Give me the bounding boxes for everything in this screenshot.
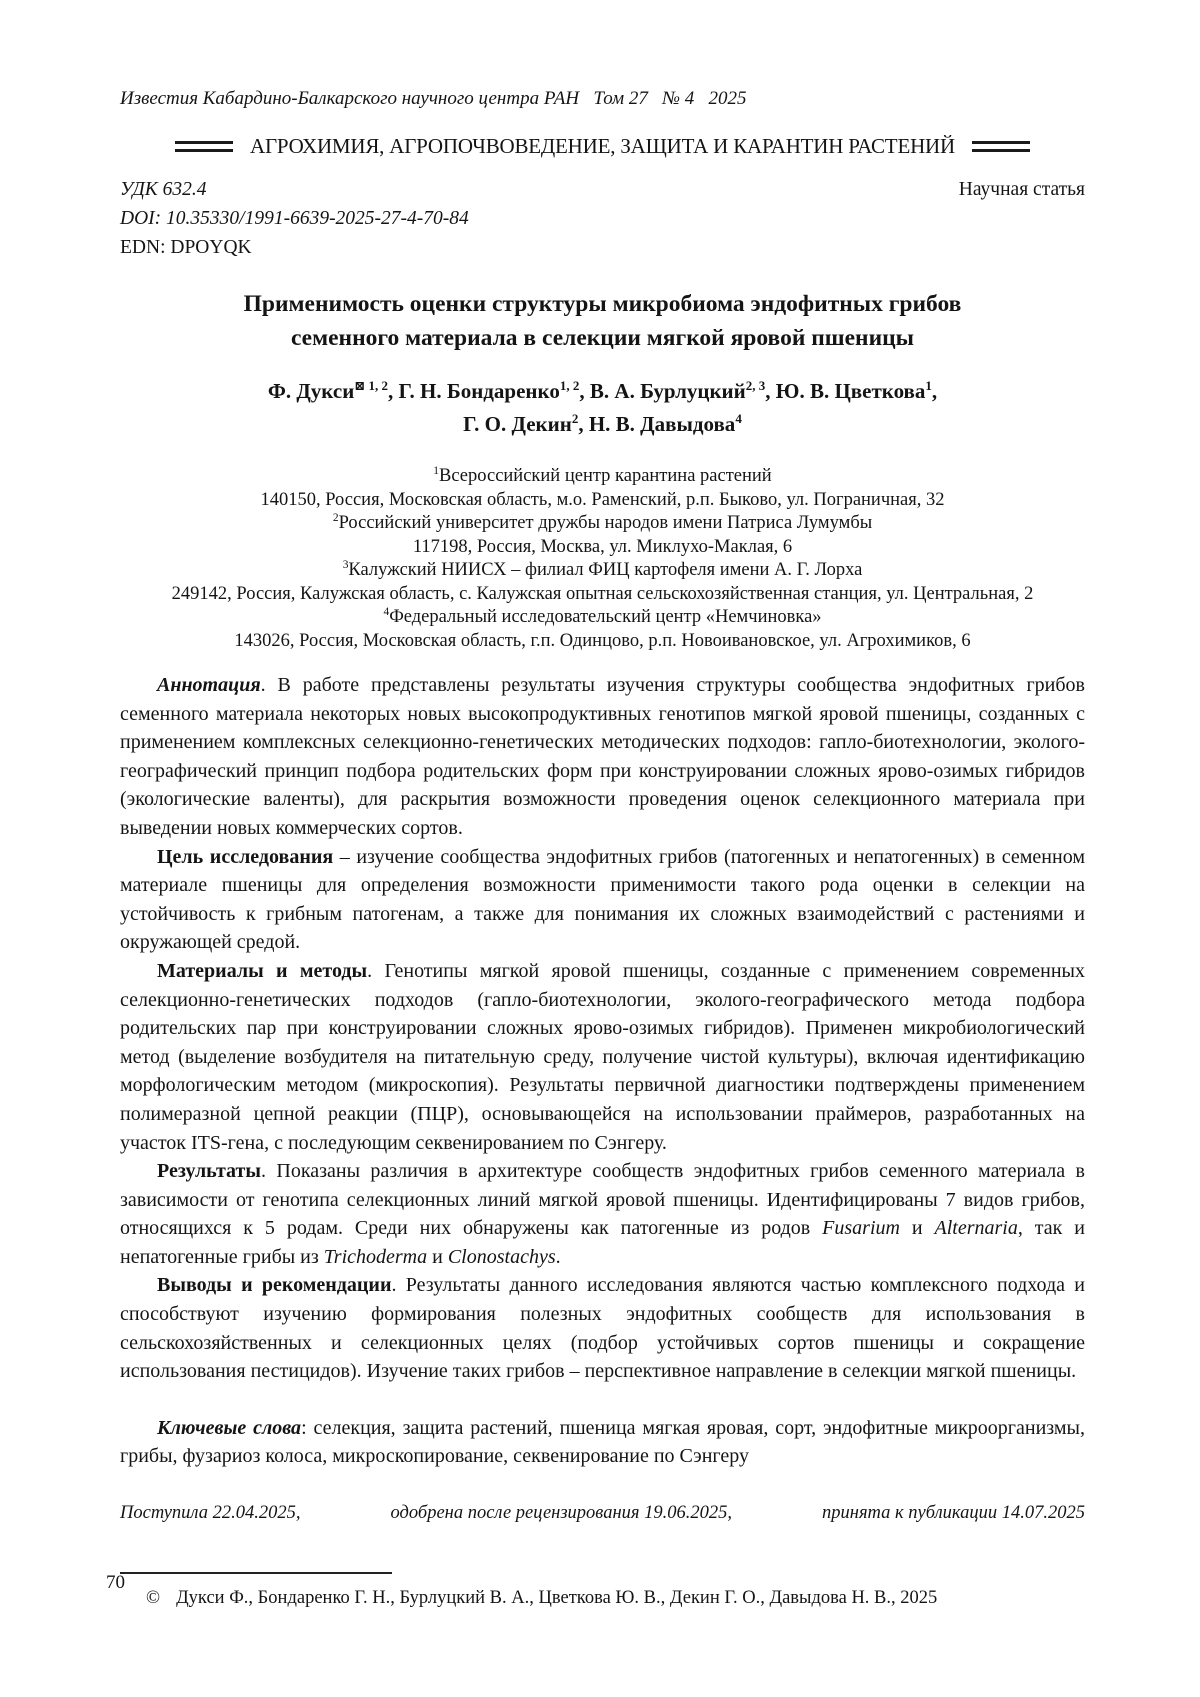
text-segment: . Показаны различия в архитектуре сообществ эндофитных грибов семенного материала в зависимости от генотипа селекционных линий мягкой яровой пшеницы. Идентифицированы 7 видов грибов, относящихся к 5 родам. Среди них обнаружены как патогенные из родов (120, 1160, 1085, 1240)
author-line (120, 408, 1085, 441)
affiliation-sup: 1 (433, 464, 440, 477)
text-segment: Trichoderma (323, 1245, 428, 1268)
affiliation-text: 143026, Россия, Московская область, г.п. Одинцово, р.п. Новоивановское, ул. Агрохимиков, 6 (234, 630, 971, 651)
affiliation-sup: 2 (332, 511, 339, 524)
page-number: 70 (106, 1572, 125, 1593)
abstract-paragraph (120, 1157, 1085, 1271)
affiliation-sup: 3 (342, 558, 349, 571)
article-title-line2: семенного материала в селекции мягкой яровой пшеницы (290, 325, 915, 351)
banner-left-double-rule (175, 141, 233, 152)
copyright-text: Дукси Ф., Бондаренко Г. Н., Бурлуцкий В. А., Цветкова Ю. В., Декин Г. О., Давыдова Н. В., 2025 (176, 1588, 938, 1609)
copyright-line (146, 1588, 1085, 1609)
udc-code: УДК 632.4 (120, 179, 207, 200)
author-name: В. А. Бурлуцкий (589, 379, 746, 403)
text-segment: и (427, 1245, 448, 1268)
affiliation-text: Калужский НИИСХ – филиал ФИЦ картофеля имени А. Г. Лорха (348, 560, 863, 580)
affiliation-text: Российский университет дружбы народов имени Патриса Лумумбы (338, 513, 873, 533)
abstract-block (120, 671, 1085, 1386)
affiliations-block (120, 465, 1085, 653)
date-segment: одобрена после рецензирования 19.06.2025, (390, 1503, 732, 1524)
author-affiliation-sup: 1 (925, 378, 932, 393)
author-affiliation-sup: 2, 3 (745, 378, 766, 393)
meta-row (120, 179, 1085, 201)
affiliation-line (120, 559, 1085, 583)
text-segment: . Генотипы мягкой яровой пшеницы, созданные с применением современных селекционно-генетических подходов (гапло-биотехнологии, эколого-географического метода подбора родительских пар при конструировании сложных ярово-озимых гибридов). Применен микробиологический метод (выделение возбудителя на питательную среду, получение чистой культуры), включая идентификацию морфологическим методом (микроскопия). Результаты первичной диагностики подтверждены применением полимеразной цепной реакции (ПЦР), основывающейся на использовании праймеров, разработанных на участок ITS-гена, с последующим секвенированием по Сэнгеру. (120, 959, 1085, 1154)
keywords-paragraph (120, 1414, 1085, 1471)
text-segment: Ключевые слова (157, 1416, 302, 1439)
affiliation-line (120, 536, 1085, 560)
affiliation-text: Федеральный исследовательский центр «Немчиновка» (389, 607, 822, 627)
affiliation-line (120, 630, 1085, 654)
section-banner-title: АГРОХИМИЯ, АГРОПОЧВОВЕДЕНИЕ, ЗАЩИТА И КАРАНТИН РАСТЕНИЙ (250, 134, 955, 158)
text-segment: , так и непатогенные грибы из (120, 1217, 1086, 1268)
text-segment: . (555, 1245, 561, 1268)
affiliation-line (120, 583, 1085, 607)
author-affiliation-sup: 1, 2 (559, 378, 580, 393)
author-affiliation-sup: 1, 2 (368, 378, 388, 393)
date-segment: принята к публикации 14.07.2025 (822, 1503, 1085, 1524)
author-separator: , (931, 379, 938, 403)
section-banner (120, 134, 1085, 159)
text-segment: Clonostachys (447, 1245, 556, 1268)
abstract-paragraph (120, 957, 1085, 1157)
author-separator: , (765, 379, 776, 403)
affiliation-line (120, 489, 1085, 513)
text-segment: Материалы и методы (157, 959, 368, 982)
text-segment: Цель исследования (157, 845, 334, 868)
article-title-line1: Применимость оценки структуры микробиома эндофитных грибов (243, 291, 962, 317)
affiliation-text: 249142, Россия, Калужская область, с. Калужская опытная сельскохозяйственная станция, ул. Центральная, 2 (171, 583, 1034, 604)
text-segment: Аннотация (157, 674, 261, 696)
affiliation-line (120, 606, 1085, 630)
journal-header: Известия Кабардино-Балкарского научного центра РАН Том 27 № 4 2025 (120, 88, 747, 109)
text-segment: Результаты (157, 1160, 261, 1183)
text-segment: Fusarium (822, 1217, 900, 1240)
text-segment: . В работе представлены результаты изучения структуры сообщества эндофитных грибов семенного материала некоторых новых высокопродуктивных генотипов мягкой яровой пшеницы, созданных с применением комплексных селекционно-генетических методических подходов: гапло-биотехнологии, эколого-географический принцип подбора родительских форм при конструировании сложных ярово-озимых гибридов (экологические валенты), для раскрытия возможности проведения оценок селекционного материала при выведении новых коммерческих сортов. (120, 674, 1085, 839)
text-segment: Выводы и рекомендации (157, 1274, 392, 1297)
author-name: Н. В. Давыдова (588, 412, 736, 436)
article-title (120, 287, 1085, 355)
author-name: Г. Н. Бондаренко (398, 379, 560, 403)
author-line (120, 375, 1085, 408)
doi-line: DOI: 10.35330/1991-6639-2025-27-4-70-84 (120, 208, 469, 229)
author-name: Ю. В. Цветкова (775, 379, 926, 403)
footnote-rule (120, 1572, 392, 1574)
text-segment: и (899, 1217, 935, 1240)
abstract-paragraph (120, 671, 1085, 843)
author-name: Г. О. Декин (463, 412, 572, 436)
banner-right-double-rule (972, 141, 1030, 152)
affiliation-text: Всероссийский центр карантина растений (439, 466, 772, 486)
author-separator: , (579, 379, 590, 403)
authors-block (120, 375, 1085, 441)
affiliation-text: 140150, Россия, Московская область, м.о. Раменский, р.п. Быково, ул. Пограничная, 32 (260, 489, 945, 510)
affiliation-line (120, 512, 1085, 536)
author-name: Ф. Дукси (267, 379, 355, 403)
affiliation-line (120, 465, 1085, 489)
article-type-label: Научная статья (958, 179, 1085, 200)
copyright-symbol: © (146, 1588, 161, 1609)
abstract-paragraph (120, 843, 1085, 957)
author-affiliation-sup: 2 (571, 411, 579, 426)
affiliation-text: 117198, Россия, Москва, ул. Миклухо-Маклая, 6 (412, 536, 793, 557)
date-segment: Поступила 22.04.2025, (120, 1503, 301, 1524)
text-segment: : селекция, защита растений, пшеница мягкая яровая, сорт, эндофитные микроорганизмы, грибы, фузариоз колоса, микроскопирование, секвенирование по Сэнгеру (120, 1416, 1085, 1468)
text-segment: Alternaria (934, 1217, 1018, 1240)
author-affiliation-sup: 4 (735, 411, 742, 426)
edn-line: EDN: DPOYQK (120, 237, 252, 258)
author-separator: , (578, 412, 589, 436)
author-separator: , (388, 379, 399, 403)
text-segment: . Результаты данного исследования являются частью комплексного подхода и способствуют изучению формирования полезных эндофитных сообществ для использования в сельскохозяйственных и селекционных целях (подбор устойчивых сортов пшеницы и сокращение использования пестицидов). Изучение таких грибов – перспективное направление в селекции мягкой пшеницы. (120, 1274, 1086, 1383)
dates-line (120, 1503, 1085, 1524)
corresponding-author-icon: ⊠ (354, 378, 369, 393)
text-segment: – изучение сообщества эндофитных грибов (патогенных и непатогенных) в семенном материале пшеницы для определения возможности применимости такого рода оценки в селекции на устойчивость к грибным патогенам, а также для понимания их сложных взаимодействий с растениями и окружающей средой. (120, 845, 1085, 954)
affiliation-sup: 4 (383, 605, 390, 618)
abstract-paragraph (120, 1271, 1085, 1385)
